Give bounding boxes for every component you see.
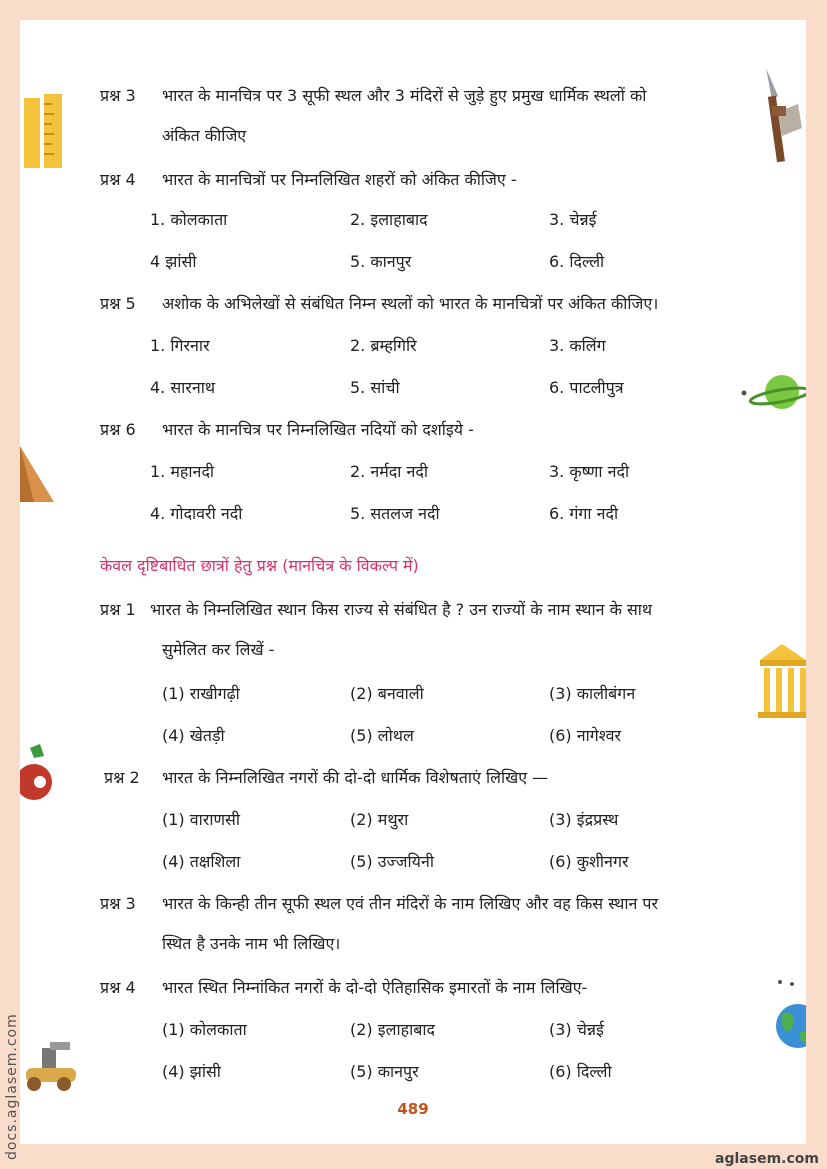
watermark-url: docs.aglasem.com (4, 1013, 20, 1160)
option: (5) कानपुर (350, 1062, 419, 1081)
option: 6. पाटलीपुत्र (549, 378, 624, 397)
question-number: प्रश्न 4 (100, 978, 136, 997)
option: 6. दिल्ली (549, 252, 605, 271)
question-number: प्रश्न 3 (100, 894, 136, 913)
brand-link[interactable]: aglasem.com (715, 1151, 819, 1167)
question-text: भारत के निम्नलिखित स्थान किस राज्य से संबंधित है ? उन राज्यों के नाम स्थान के साथ (150, 600, 653, 619)
options-row (20, 1060, 806, 1084)
page (20, 20, 806, 1144)
question-text: भारत के मानचित्रों पर निम्नलिखित शहरों को अंकित कीजिए - (162, 170, 517, 189)
option: 1. गिरनार (150, 336, 210, 355)
options-row (20, 502, 806, 526)
options-row (20, 1018, 806, 1042)
question-text: भारत के निम्नलिखित नगरों की दो-दो धार्मिक विशेषताएं लिखिए — (162, 768, 549, 787)
options-row (20, 208, 806, 232)
option: 1. कोलकाता (150, 210, 228, 229)
options-row (20, 376, 806, 400)
option: (3) कालीबंगन (549, 684, 636, 703)
option: (2) मथुरा (350, 810, 409, 829)
option: 5. कानपुर (350, 252, 412, 271)
option: (3) चेन्नई (549, 1020, 604, 1039)
option: (3) इंद्रप्रस्थ (549, 810, 619, 829)
question-number: प्रश्न 2 (104, 768, 140, 787)
option: (6) कुशीनगर (549, 852, 629, 871)
option: (2) इलाहाबाद (350, 1020, 436, 1039)
option: 4. सारनाथ (150, 378, 216, 397)
question-text: भारत स्थित निम्नांकित नगरों के दो-दो ऐतिहासिक इमारतों के नाम लिखिए- (162, 978, 588, 997)
option: 4 झांसी (150, 252, 197, 271)
page-content (20, 20, 806, 1144)
options-row (20, 460, 806, 484)
option: 2. ब्रम्हगिरि (350, 336, 417, 355)
option: 5. सांची (350, 378, 400, 397)
options-row (20, 724, 806, 748)
question-text: भारत के मानचित्र पर 3 सूफी स्थल और 3 मंदिरों से जुड़े हुए प्रमुख धार्मिक स्थलों को (162, 86, 647, 105)
option: 2. नर्मदा नदी (350, 462, 429, 481)
option: (4) तक्षशिला (162, 852, 241, 871)
question-text: भारत के किन्ही तीन सूफी स्थल एवं तीन मंदिरों के नाम लिखिए और वह किस स्थान पर (162, 894, 659, 913)
option: 4. गोदावरी नदी (150, 504, 243, 523)
option: 3. कृष्णा नदी (549, 462, 630, 481)
options-row (20, 250, 806, 274)
options-row (20, 850, 806, 874)
question-number: प्रश्न 6 (100, 420, 136, 439)
option: (1) कोलकाता (162, 1020, 247, 1039)
options-row (20, 808, 806, 832)
option: 5. सतलज नदी (350, 504, 440, 523)
option: (5) लोथल (350, 726, 414, 745)
question-text: भारत के मानचित्र पर निम्नलिखित नदियों को दर्शाइये - (162, 420, 474, 439)
question-text-line2: सुमेलित कर लिखें - (162, 640, 275, 659)
option: 1. महानदी (150, 462, 215, 481)
question-number: प्रश्न 5 (100, 294, 136, 313)
page-number: 489 (397, 1100, 429, 1118)
options-row (20, 334, 806, 358)
option: (2) बनवाली (350, 684, 424, 703)
option: (6) नागेश्वर (549, 726, 622, 745)
option: (5) उज्जयिनी (350, 852, 434, 871)
question-number: प्रश्न 1 (100, 600, 136, 619)
option: 3. चेन्नई (549, 210, 597, 229)
option: (6) दिल्ली (549, 1062, 612, 1081)
option: (1) वाराणसी (162, 810, 241, 829)
question-text: अशोक के अभिलेखों से संबंधित निम्न स्थलों को भारत के मानचित्रों पर अंकित कीजिए। (162, 294, 659, 313)
option: (4) झांसी (162, 1062, 221, 1081)
section-heading: केवल दृष्टिबाधित छात्रों हेतु प्रश्न (मानचित्र के विकल्प में) (100, 556, 419, 575)
option: 6. गंगा नदी (549, 504, 619, 523)
option: (1) राखीगढ़ी (162, 684, 240, 703)
options-row (20, 682, 806, 706)
question-text-line2: स्थित है उनके नाम भी लिखिए। (162, 934, 341, 953)
option: 3. कलिंग (549, 336, 606, 355)
question-text-line2: अंकित कीजिए (162, 126, 247, 145)
question-number: प्रश्न 3 (100, 86, 136, 105)
option: (4) खेतड़ी (162, 726, 225, 745)
question-number: प्रश्न 4 (100, 170, 136, 189)
option: 2. इलाहाबाद (350, 210, 428, 229)
